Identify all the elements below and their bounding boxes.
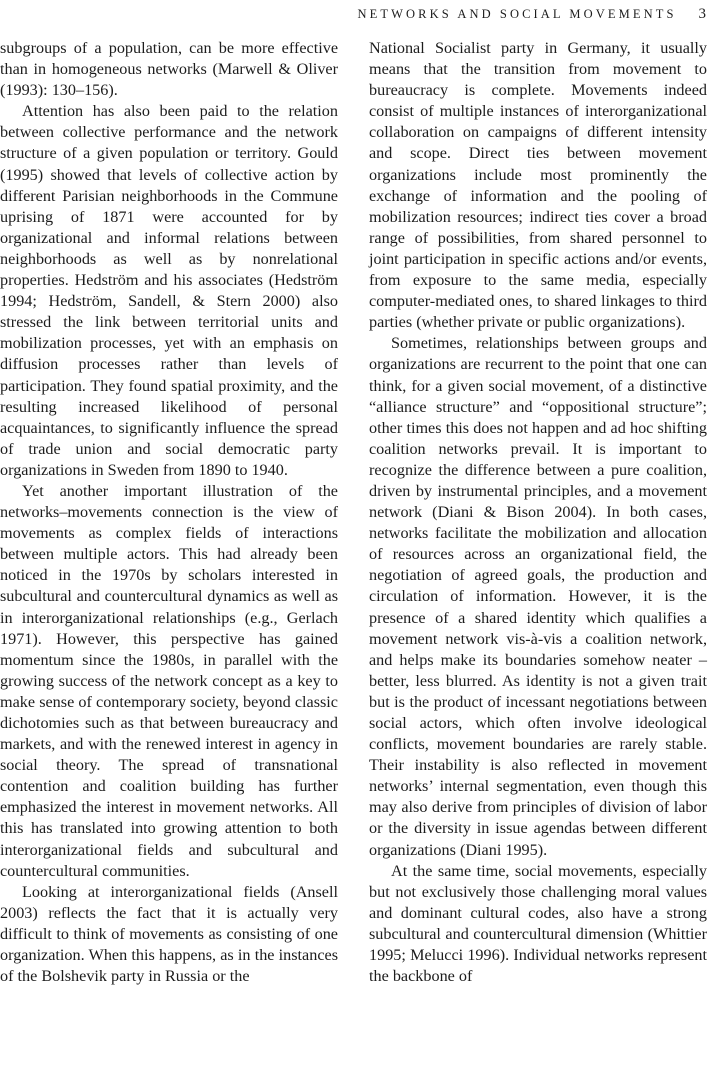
running-title: NETWORKS AND SOCIAL MOVEMENTS (357, 7, 677, 21)
paragraph: Yet another important illustration of the networks–movements connection is the view of movements as complex fields of interactions between multiple actors. This had already been noticed in the 1970s by scholars interested in subcultural and countercultural dynamics as well as in interorganizational relationships (e.g., Gerlach 1971). However, this perspective has gained momentum since the 1980s, in parallel with the growing success of the network concept as a key to make sense of contemporary society, beyond classic dichotomies such as that between bureaucracy and markets, and with the renewed interest in agency in social theory. The spread of transnational contention and coalition building has further emphasized the interest in movement networks. All this has translated into growing attention to both interorganizational fields and subcultural and countercultural communities. (0, 481, 338, 880)
page-number: 3 (698, 6, 706, 22)
left-column (0, 38, 338, 987)
paragraph: National Socialist party in Germany, it usually means that the transition from movement to bureaucracy is complete. Movements indeed consist of multiple instances of interorganizational collaboration on campaigns of different intensity and scope. Direct ties between movement organizations include most prominently the exchange of information and the pooling of mobilization resources; indirect ties cover a broad range of possibilities, from shared personnel to joint participation in specific actions and/or events, from exposure to the same media, especially computer-mediated ones, to shared linkages to third parties (whether private or public organizations). (369, 39, 707, 332)
paragraph: Sometimes, relationships between groups and organizations are recurrent to the point that one can think, for a given social movement, of a distinctive “alliance structure” and “oppositional structure”; other times this does not happen and ad hoc shifting coalition networks prevail. It is important to recognize the difference between a pure coalition, driven by instrumental principles, and a movement network (Diani & Bison 2004). In both cases, networks facilitate the mobilization and allocation of resources across an organizational field, the negotiation of agreed goals, the production and circulation of information. However, it is the presence of a shared identity which qualifies a movement network vis-à-vis a coalition network, and helps make its boundaries somehow neater – better, less blurred. As identity is not a given trait but is the product of incessant negotiations between social actors, which often involve ideological conflicts, movement boundaries are rarely stable. Their instability is also reflected in movement networks’ internal segmentation, even though this may also derive from principles of division of labor or the diversity in issue agendas between different organizations (Diani 1995). (369, 334, 707, 859)
running-head (358, 6, 706, 23)
paragraph: Attention has also been paid to the relation between collective performance and the network structure of a given population or territory. Gould (1995) showed that levels of collective action by different Parisian neighborhoods in the Commune uprising of 1871 were accounted for by organizational and informal relations between neighborhoods as well as by nonrelational properties. Hedström and his associates (Hedström 1994; Hedström, Sandell, & Stern 2000) also stressed the link between territorial units and mobilization processes, yet with an emphasis on diffusion processes rather than levels of participation. They found spatial proximity, and the resulting increased likelihood of personal acquaintances, to significantly influence the spread of trade union and social democratic party organizations in Sweden from 1890 to 1940. (0, 102, 338, 479)
paragraph: Looking at interorganizational fields (Ansell 2003) reflects the fact that it is actually very difficult to think of movements as consisting of one organization. When this happens, as in the instances of the Bolshevik party in Russia or the (0, 882, 338, 986)
paragraph: At the same time, social movements, especially but not exclusively those challenging moral values and dominant cultural codes, also have a strong subcultural and countercultural dimension (Whittier 1995; Melucci 1996). Individual networks represent the backbone of (369, 861, 707, 986)
paragraph: subgroups of a population, can be more effective than in homogeneous networks (Marwell & Oliver (1993): 130–156). (0, 39, 338, 100)
right-column (369, 38, 707, 987)
